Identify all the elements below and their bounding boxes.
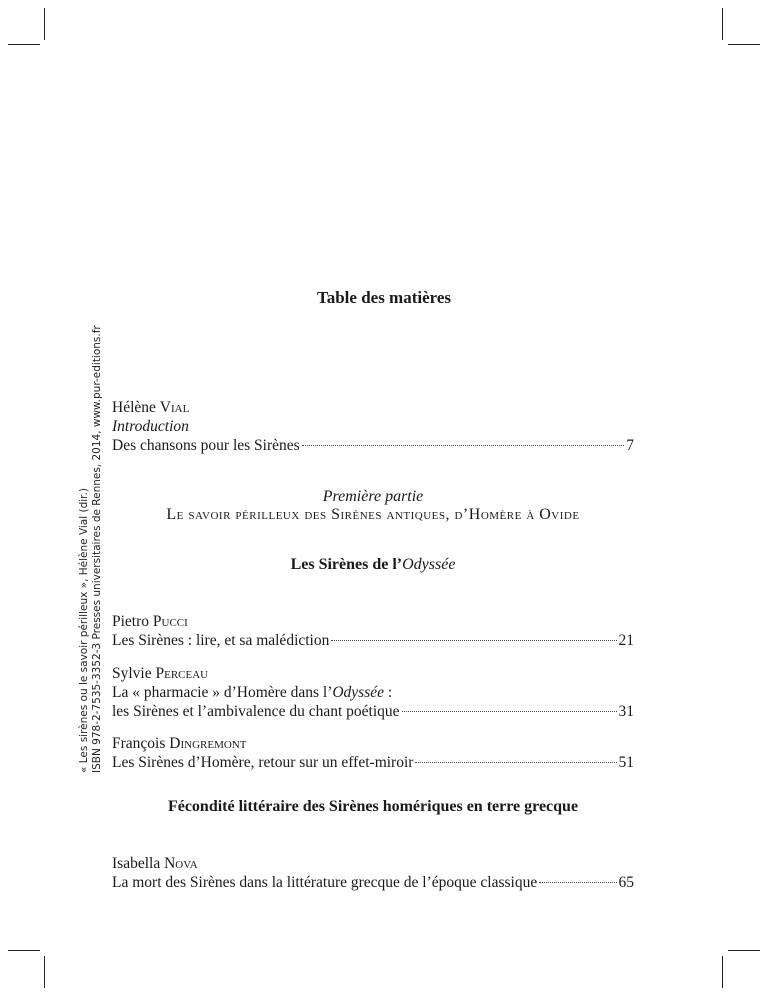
crop-mark: [8, 950, 40, 951]
entry-title-line-1[interactable]: La « pharmacie » d’Homère dans l’: [112, 684, 333, 701]
page-number: 7: [626, 437, 634, 454]
author-last-name: Vial: [159, 399, 190, 416]
dot-leader: [539, 882, 616, 883]
page-number: 31: [618, 703, 634, 720]
page-number: 65: [618, 874, 634, 891]
part-title: Le savoir périlleux des Sirènes antiques, d’Homère à Ovide: [166, 506, 580, 523]
entry-title[interactable]: Des chansons pour les Sirènes: [112, 437, 300, 454]
entry-label: Introduction: [112, 418, 189, 435]
entry-title[interactable]: La mort des Sirènes dans la littérature grecque de l’époque classique: [112, 874, 538, 891]
author-first-name: Isabella: [112, 855, 161, 872]
part-label: Première partie: [322, 488, 424, 505]
toc-entry: [112, 734, 634, 772]
section-heading: Fécondité littéraire des Sirènes homériques en terre grecque: [167, 798, 579, 815]
entry-title-italic[interactable]: Odyssée: [332, 684, 385, 701]
part-heading: [112, 488, 634, 524]
crop-mark: [44, 956, 45, 988]
section-heading: [112, 556, 634, 574]
toc-entry: [112, 854, 634, 892]
author-first-name: François: [112, 735, 166, 752]
entry-title[interactable]: les Sirènes et l’ambivalence du chant poétique: [112, 703, 400, 720]
crop-mark: [728, 44, 760, 45]
dot-leader: [302, 445, 625, 446]
entry-title-punct: :: [384, 684, 393, 701]
toc-entry-intro: [112, 398, 634, 455]
publisher-note-line-1: « Les sirènes ou le savoir périlleux », Hélène Vial (dir.): [78, 488, 90, 773]
section-title: Les Sirènes de l’: [290, 556, 403, 573]
author-first-name: Pietro: [112, 613, 150, 630]
page-number: 51: [618, 754, 634, 771]
crop-mark: [44, 8, 45, 40]
page-title: Table des matières: [316, 288, 452, 307]
dot-leader: [415, 762, 616, 763]
author-first-name: Hélène: [112, 399, 156, 416]
publisher-note: [78, 325, 104, 773]
section-title-italic: Odyssée: [402, 556, 456, 573]
entry-title[interactable]: Les Sirènes : lire, et sa malédiction: [112, 632, 330, 649]
crop-mark: [8, 44, 40, 45]
page-number: 21: [618, 632, 634, 649]
publisher-note-line-2: ISBN 978-2-7535-3352-3 Presses universitaires de Rennes, 2014, www.pur-editions.fr: [91, 325, 103, 773]
author-last-name: Pucci: [152, 613, 188, 630]
crop-mark: [722, 956, 723, 988]
author-last-name: Nova: [164, 855, 198, 872]
author-last-name: Perceau: [155, 665, 209, 682]
toc-entry: [112, 664, 634, 721]
author-first-name: Sylvie: [112, 665, 152, 682]
entry-title[interactable]: Les Sirènes d’Homère, retour sur un effet-miroir: [112, 754, 414, 771]
dot-leader: [331, 640, 616, 641]
dot-leader: [402, 711, 617, 712]
crop-mark: [728, 950, 760, 951]
crop-mark: [722, 8, 723, 40]
toc-entry: [112, 612, 634, 650]
author-last-name: Dingremont: [169, 735, 247, 752]
